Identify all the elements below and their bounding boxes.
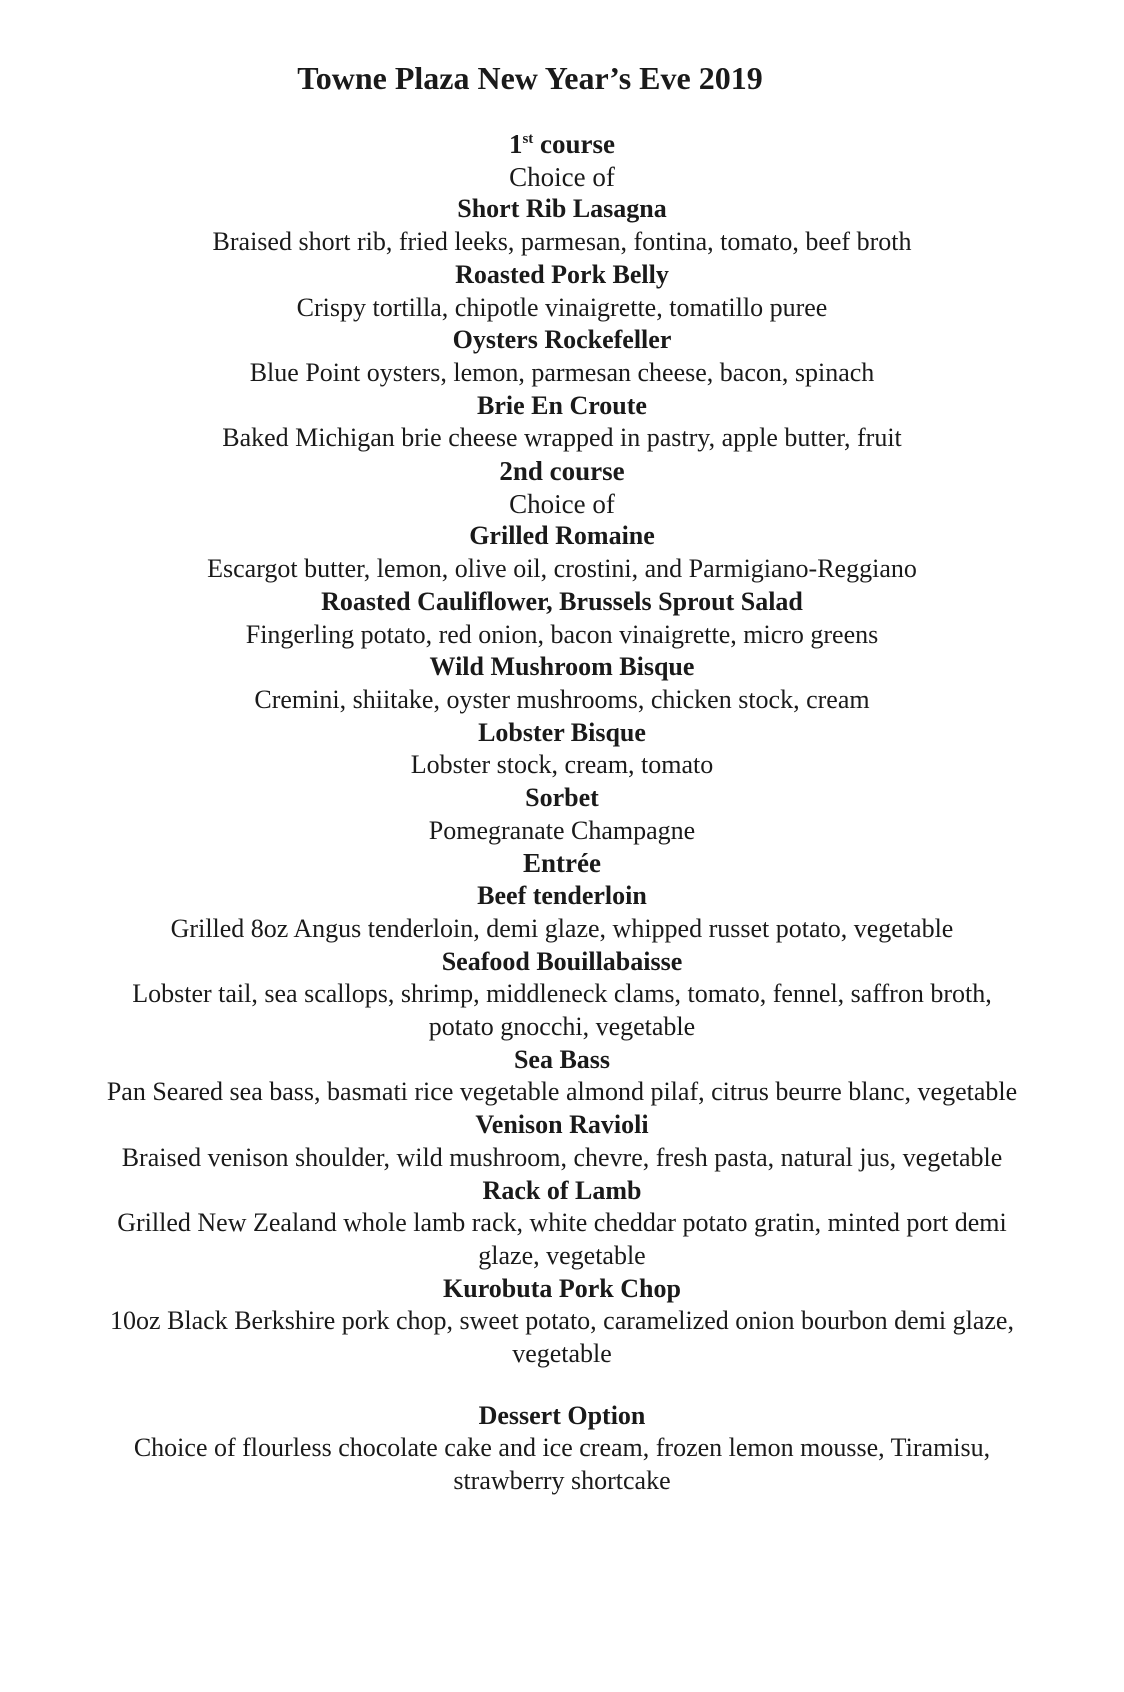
sorbet-description: Pomegranate Champagne [428, 815, 696, 845]
sorbet-name: Sorbet [525, 783, 599, 813]
dish-description: Escargot butter, lemon, olive oil, crostini, and Parmigiano-Reggiano [207, 554, 917, 584]
dish-description: Grilled 8oz Angus tenderloin, demi glaze, whipped russet potato, vegetable [170, 913, 954, 943]
dish-name: Grilled Romaine [469, 521, 655, 551]
dish-description: 10oz Black Berkshire pork chop, sweet potato, caramelized onion bourbon demi glaze, vegetable [110, 1306, 1014, 1369]
dish-name: Beef tenderloin [477, 881, 647, 911]
dish-name: Sea Bass [513, 1044, 611, 1074]
dish-name: Seafood Bouillabaisse [441, 946, 683, 976]
menu-title: Towne Plaza New Year’s Eve 2019 [297, 60, 763, 96]
dish-name: Rack of Lamb [482, 1175, 642, 1205]
dish-name: Lobster Bisque [478, 717, 646, 747]
dish-description: Grilled New Zealand whole lamb rack, white cheddar potato gratin, minted port demi glaze, vegetable [117, 1208, 1007, 1270]
dish-description: Blue Point oysters, lemon, parmesan cheese, bacon, spinach [249, 357, 875, 387]
dish-name: Roasted Cauliflower, Brussels Sprout Salad [321, 586, 803, 616]
section-spacer [40, 1371, 1084, 1400]
dessert-description: Choice of flourless chocolate cake and ice cream, frozen lemon mousse, Tiramisu, strawberry shortcake [133, 1433, 991, 1496]
dish-name: Venison Ravioli [475, 1110, 649, 1140]
dish-description: Braised short rib, fried leeks, parmesan, fontina, tomato, beef broth [212, 227, 912, 257]
dish-name: Brie En Croute [477, 390, 647, 420]
course-1-ordinal-suffix: st [522, 131, 534, 147]
dish-description: Fingerling potato, red onion, bacon vinaigrette, micro greens [245, 619, 879, 649]
dish-description: Lobster stock, cream, tomato [410, 750, 714, 780]
dish-description: Cremini, shiitake, oyster mushrooms, chicken stock, cream [254, 684, 870, 714]
dish-name: Oysters Rockefeller [452, 325, 672, 355]
course-2-choice: Choice of [509, 488, 615, 519]
dish-description: Braised venison shoulder, wild mushroom, chevre, fresh pasta, natural jus, vegetable [121, 1142, 1003, 1172]
course-1-choice: Choice of [509, 161, 615, 192]
dish-name: Short Rib Lasagna [457, 194, 667, 224]
dish-description: Crispy tortilla, chipotle vinaigrette, tomatillo puree [296, 292, 828, 322]
dessert-heading: Dessert Option [478, 1400, 646, 1430]
dish-description: Lobster tail, sea scallops, shrimp, middleneck clams, tomato, fennel, saffron broth, potato gnocchi, vegetable [132, 979, 992, 1041]
dish-name: Wild Mushroom Bisque [429, 652, 695, 682]
dish-name: Roasted Pork Belly [455, 259, 669, 289]
dish-name: Kurobuta Pork Chop [443, 1273, 681, 1303]
course-2-heading: 2nd course [499, 456, 625, 487]
menu-body [40, 128, 1084, 1498]
dish-description: Baked Michigan brie cheese wrapped in pastry, apple butter, fruit [222, 423, 902, 453]
course-1-number: 1 [508, 129, 523, 159]
dish-description: Pan Seared sea bass, basmati rice vegetable almond pilaf, citrus beurre blanc, vegetable [106, 1077, 1018, 1107]
course-1-heading [40, 128, 1084, 161]
entree-heading: Entrée [523, 848, 601, 879]
course-1-label: course [540, 129, 616, 159]
